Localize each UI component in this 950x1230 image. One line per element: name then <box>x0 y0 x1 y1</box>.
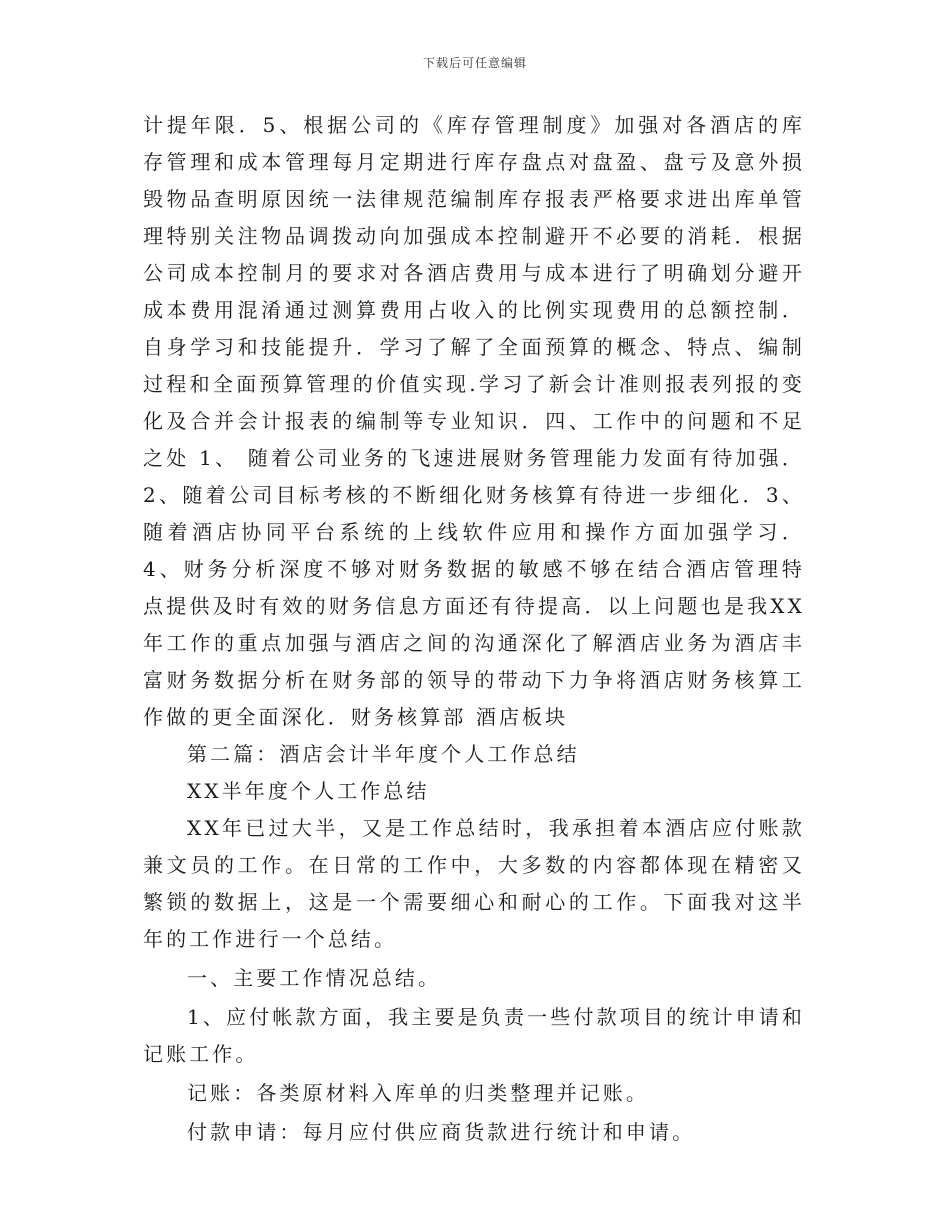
paragraph-payment-request: 付款申请：每月应付供应商货款进行统计和申请。 <box>187 1120 696 1144</box>
section-heading-main-work: 一、主要工作情况总结。 <box>187 966 442 990</box>
section-heading-part-two: 第二篇：酒店会计半年度个人工作总结 <box>187 742 580 766</box>
paragraph-intro: XX年已过大半，又是工作总结时，我承担着本酒店应付账款兼文员的工作。在日常的工作中，大多数的内容都体现在精密又繁锁的数据上，这是一个需要细心和耐心的工作。下面我对这半年的工作进行一个总结。 <box>143 816 805 951</box>
paragraph-continued-summary: 计提年限．5、根据公司的《库存管理制度》加强对各酒店的库存管理和成本管理每月定期进行库存盘点对盘盈、盘亏及意外损毁物品查明原因统一法律规范编制库存报表严格要求进出库单管理特别关注物品调拨动向加强成本控制避开不必要的消耗．根据公司成本控制月的要求对各酒店费用与成本进行了明确划分避开成本费用混淆通过测算费用占收入的比例实现费用的总额控制．自身学习和技能提升．学习了解了全面预算的概念、特点、编制过程和全面预算管理的价值实现.学习了新会计准则报表列报的变化及合并会计报表的编制等专业知识．四、工作中的问题和不足之处 1、 随着公司业务的飞速进展财务管理能力发面有待加强．2、随着公司目标考核的不断细化财务核算有待进一步细化．3、随着酒店协同平台系统的上线软件应用和操作方面加强学习．4、财务分析深度不够对财务数据的敏感不够在结合酒店管理特点提供及时有效的财务信息方面还有待提高．以上问题也是我XX年工作的重点加强与酒店之间的沟通深化了解酒店业务为酒店丰富财务数据分析在财务部的领导的带动下力争将酒店财务核算工作做的更全面深化．财务核算部 酒店板块 <box>143 113 805 729</box>
document-subtitle: XX半年度个人工作总结 <box>187 779 430 803</box>
header-note: 下载后可任意编辑 <box>422 56 527 70</box>
paragraph-bookkeeping: 记账：各类原材料入库单的归类整理并记账。 <box>187 1081 649 1105</box>
document-body <box>143 107 805 1151</box>
paragraph-accounts-payable: 1、应付帐款方面，我主要是负责一些付款项目的统计申请和记账工作。 <box>143 1005 805 1066</box>
